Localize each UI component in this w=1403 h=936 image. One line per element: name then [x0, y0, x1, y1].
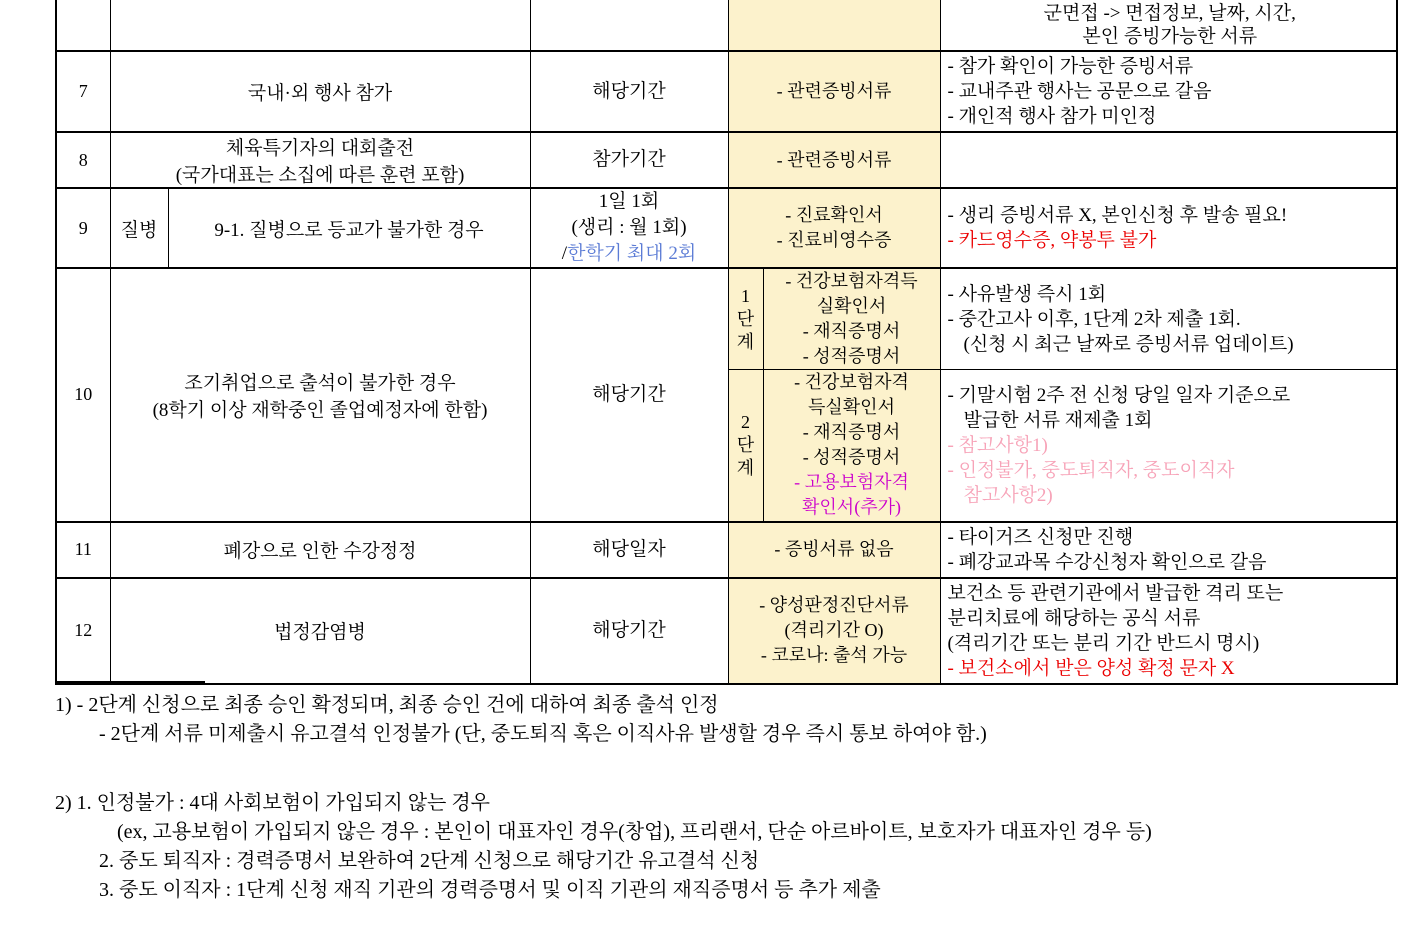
footnote-divider	[55, 681, 205, 683]
row7-notes-cell	[940, 51, 1397, 132]
note-line: - 참가 확인이 가능한 증빙서류	[947, 56, 1194, 77]
desc-line: (국가대표는 소집에 따른 훈련 포함)	[175, 165, 465, 186]
row10-no-cell: 10	[56, 268, 110, 522]
note-line-red: - 카드영수증, 약봉투 불가	[947, 230, 1157, 251]
stage-char: 단	[736, 308, 755, 329]
row9-desc-cell: 9-1. 질병으로 등교가 불가한 경우	[168, 188, 530, 268]
doc-line: - 코로나: 출석 가능	[760, 645, 908, 665]
table-row	[56, 268, 1397, 370]
slash-text: /	[561, 243, 568, 264]
row10-stage1-notes-cell	[940, 268, 1397, 370]
row6-notes-cell	[940, 0, 1397, 51]
note-line-pink: - 참고사항1)	[947, 434, 1048, 456]
row8-notes-cell	[940, 132, 1397, 188]
row9-no-cell: 9	[56, 188, 110, 268]
period-line: (생리 : 월 1회)	[571, 217, 687, 238]
row8-docs-cell: - 관련증빙서류	[728, 132, 940, 188]
footnote-gap	[55, 749, 1395, 789]
row12-no-cell: 12	[56, 578, 110, 684]
doc-line: 실확인서	[816, 296, 887, 316]
doc-line-magenta: - 고용보험자격	[794, 472, 909, 493]
note-line: - 개인적 행사 참가 미인정	[947, 106, 1157, 127]
row9-period-cell	[530, 188, 728, 268]
note-line: 분리치료에 해당하는 공식 서류	[947, 607, 1201, 629]
row7-no-cell: 7	[56, 51, 110, 132]
stage-char: 2	[741, 411, 750, 432]
row6-desc-cell	[110, 0, 530, 51]
row10-stage2-cell	[728, 370, 763, 522]
row7-period-cell: 해당기간	[530, 51, 728, 132]
row11-no-cell: 11	[56, 522, 110, 578]
desc-line: (8학기 이상 재학중인 졸업예정자에 한함)	[152, 399, 488, 421]
row12-docs-cell	[728, 578, 940, 684]
row12-desc-cell: 법정감염병	[110, 578, 530, 684]
period-line: 1일 1회	[598, 191, 660, 212]
footnote2-line: 3. 중도 이직자 : 1단계 신청 재직 기관의 경력증명서 및 이직 기관의 재직증명서 등 추가 제출	[99, 879, 881, 901]
row8-desc-cell	[110, 132, 530, 188]
note-line: (격리기간 또는 분리 기간 반드시 명시)	[947, 632, 1260, 654]
table-row	[56, 132, 1397, 188]
note-line: - 생리 증빙서류 X, 본인신청 후 발송 필요!	[947, 205, 1288, 226]
stage-char: 계	[736, 331, 755, 352]
row7-docs-cell: - 관련증빙서류	[728, 51, 940, 132]
doc-line: - 건강보험자격득	[785, 271, 918, 291]
attendance-rules-table	[55, 0, 1398, 685]
doc-line: - 양성판정진단서류	[759, 595, 909, 615]
desc-line: 체육특기자의 대회출전	[225, 138, 415, 159]
period-limit-text: 한학기 최대 2회	[567, 243, 697, 264]
footnote1-line: - 2단계 서류 미제출시 유고결석 인정불가 (단, 중도퇴직 혹은 이직사유 발생할 경우 즉시 통보 하여야 함.)	[99, 723, 987, 745]
footnote1-line: 1) - 2단계 신청으로 최종 승인 확정되며, 최종 승인 건에 대하여 최종 출석 인정	[55, 694, 719, 716]
doc-line: - 성적증명서	[802, 447, 901, 468]
note-line-pink: - 인정불가, 중도퇴직자, 중도이직자	[947, 459, 1235, 481]
row12-period-cell: 해당기간	[530, 578, 728, 684]
row12-notes-cell	[940, 578, 1397, 684]
row9-category-cell: 질병	[110, 188, 168, 268]
footnotes-section	[55, 681, 1395, 905]
row10-stage2-notes-cell	[940, 370, 1397, 522]
row9-docs-cell	[728, 188, 940, 268]
doc-line: 득실확인서	[808, 397, 895, 418]
period-line	[531, 241, 728, 267]
note-line-red: - 보건소에서 받은 양성 확정 문자 X	[947, 657, 1235, 679]
doc-line: - 재직증명서	[802, 422, 901, 443]
row10-stage1-cell	[728, 268, 763, 370]
note-line: - 중간고사 이후, 1단계 2차 제출 1회.	[947, 308, 1241, 330]
note-line-pink: 참고사항2)	[963, 484, 1053, 506]
table-row	[56, 522, 1397, 578]
note-line: 보건소 등 관련기관에서 발급한 격리 또는	[947, 582, 1284, 604]
doc-line: - 진료확인서	[785, 205, 883, 225]
doc-line-magenta: 확인서(추가)	[802, 497, 901, 518]
stage-char: 단	[736, 434, 755, 455]
row11-notes-cell	[940, 522, 1397, 578]
desc-line: 조기취업으로 출석이 불가한 경우	[184, 372, 456, 394]
note-line: - 기말시험 2주 전 신청 당일 일자 기준으로	[947, 384, 1291, 406]
table-row	[56, 51, 1397, 132]
note-line: 군면접 -> 면접정보, 날짜, 시간,	[1043, 3, 1296, 24]
table-row	[56, 188, 1397, 268]
note-line: 발급한 서류 재제출 1회	[963, 409, 1153, 431]
footnote2-line: 2) 1. 인정불가 : 4대 사회보험이 가입되지 않는 경우	[55, 792, 490, 814]
note-line: - 사유발생 즉시 1회	[947, 283, 1107, 305]
row6-period-cell	[530, 0, 728, 51]
note-line: - 폐강교과목 수강신청자 확인으로 갈음	[947, 551, 1267, 573]
row8-no-cell: 8	[56, 132, 110, 188]
footnote2-line: 2. 중도 퇴직자 : 경력증명서 보완하여 2단계 신청으로 해당기간 유고결석 신청	[99, 850, 760, 872]
row11-period-cell: 해당일자	[530, 522, 728, 578]
row8-period-cell: 참가기간	[530, 132, 728, 188]
row6-no-cell	[56, 0, 110, 51]
row10-stage2-docs-cell	[763, 370, 940, 522]
row11-desc-cell: 폐강으로 인한 수강정정	[110, 522, 530, 578]
note-line: (신청 시 최근 날짜로 증빙서류 업데이트)	[963, 333, 1294, 355]
row10-period-cell: 해당기간	[530, 268, 728, 522]
row7-desc-cell: 국내·외 행사 참가	[110, 51, 530, 132]
doc-line: - 성적증명서	[802, 346, 901, 366]
stage-char: 1	[741, 285, 750, 306]
row10-stage1-docs-cell	[763, 268, 940, 370]
table-row	[56, 0, 1397, 51]
doc-line: - 진료비영수증	[776, 230, 892, 250]
doc-line: (격리기간 O)	[784, 620, 884, 640]
doc-line: - 재직증명서	[802, 321, 901, 341]
note-line: 본인 증빙가능한 서류	[1082, 26, 1258, 47]
attendance-policy-table-section	[55, 0, 1398, 685]
note-line: - 교내주관 행사는 공문으로 갈음	[947, 81, 1212, 102]
table-row	[56, 578, 1397, 684]
note-line: - 타이거즈 신청만 진행	[947, 526, 1134, 548]
doc-line: - 건강보험자격	[794, 372, 909, 393]
row10-desc-cell	[110, 268, 530, 522]
footnote2-line: (ex, 고용보험이 가입되지 않은 경우 : 본인이 대표자인 경우(창업), 프리랜서, 단순 아르바이트, 보호자가 대표자인 경우 등)	[117, 821, 1152, 843]
stage-char: 계	[736, 457, 755, 478]
row9-notes-cell	[940, 188, 1397, 268]
row11-docs-cell: - 증빙서류 없음	[728, 522, 940, 578]
row6-docs-cell	[728, 0, 940, 51]
